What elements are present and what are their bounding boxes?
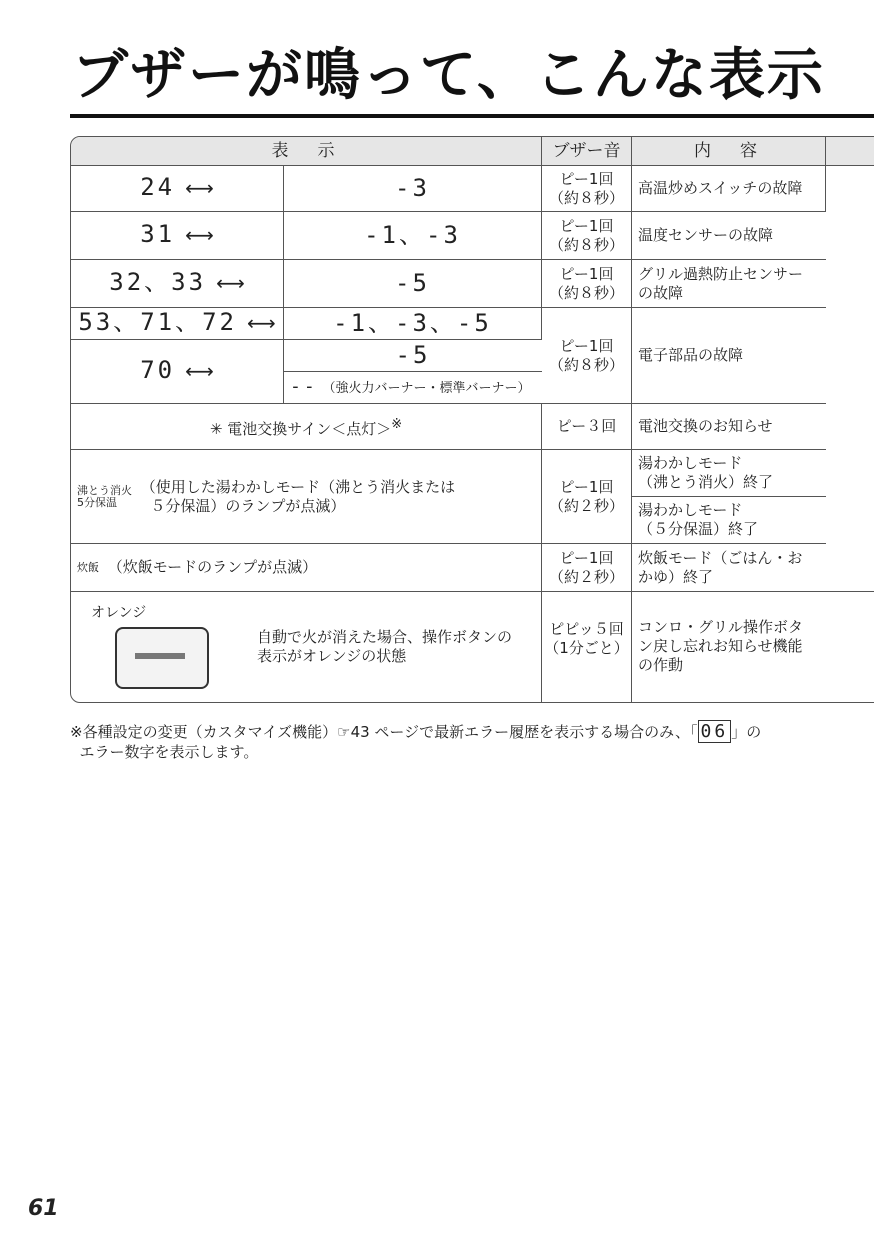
- double-arrow-icon: ⟷: [216, 270, 245, 295]
- blinking-lamp-icon: 炊飯: [77, 560, 99, 574]
- header-display: 表 示: [71, 137, 542, 166]
- title-rule: [70, 114, 874, 118]
- row-32-33: 32、33 ⟷ -5 ピー1回 （約８秒） グリル過熱防止センサー の故障: [71, 260, 874, 308]
- header-content: 内 容: [632, 137, 826, 166]
- orange-label: オレンジ: [91, 605, 147, 621]
- page-number: 61: [28, 1196, 59, 1221]
- error-table: [70, 136, 874, 703]
- content-cell: 高温炒めスイッチの故障: [632, 166, 826, 212]
- code-right: -3: [284, 166, 542, 212]
- operation-button-illustration: [115, 627, 209, 689]
- blank-column: [826, 166, 874, 592]
- row-53-71-72: 53、71、72 ⟷ -1、-3、-5 ピー1回 （約８秒） 電子部品の故障: [71, 308, 874, 340]
- double-arrow-icon: ⟷: [185, 358, 214, 383]
- blinking-lamp-icon: 沸とう消火 5分保温: [77, 483, 132, 509]
- row-24: [71, 166, 874, 212]
- double-arrow-icon: ⟷: [185, 222, 214, 247]
- header-row: [71, 137, 874, 166]
- row-kettle: 沸とう消火 5分保温 （使用した湯わかしモード（沸とう消火または ５分保温）のランプが点滅） ピー1回 （約２秒） 湯わかしモード （沸とう消火）終了 湯わかしモード （５分保温）終了: [71, 450, 874, 544]
- row-battery: ✳ 電池交換サイン＜点灯＞※ ピー３回 電池交換のお知らせ: [71, 404, 874, 450]
- header-buzzer: ブザー音: [542, 137, 632, 166]
- footnote: ※各種設定の変更（カスタマイズ機能）☞43 ページで最新エラー履歴を表示する場合のみ、「 06 」の エラー数字を表示します。: [70, 721, 762, 761]
- code-left: 24 ⟷: [71, 166, 284, 212]
- header-empty: [826, 137, 874, 166]
- page-title: ブザーが鳴って、こんな表示: [72, 43, 825, 108]
- row-rice: 炊飯 （炊飯モードのランプが点滅） ピー1回 （約２秒） 炊飯モード（ごはん・お かゆ）終了: [71, 544, 874, 592]
- row-70-burner: -- （強火力バーナー・標準バーナー）: [71, 372, 874, 404]
- row-70: 70 ⟷ -5: [71, 340, 874, 372]
- double-arrow-icon: ⟷: [185, 175, 214, 200]
- double-arrow-icon: ⟷: [247, 310, 276, 335]
- row-orange: オレンジ 自動で火が消えた場合、操作ボタンの 表示がオレンジの状態 ピピッ５回 （1分ごと） コンロ・グリル操作ボタ ン戻し忘れお知らせ機能 の作動: [71, 592, 874, 702]
- battery-sign-icon: ✳: [209, 419, 223, 438]
- buzzer-cell: ピー1回 （約８秒）: [542, 166, 632, 212]
- row-31: 31 ⟷ -1、-3 ピー1回 （約８秒） 温度センサーの故障: [71, 212, 874, 260]
